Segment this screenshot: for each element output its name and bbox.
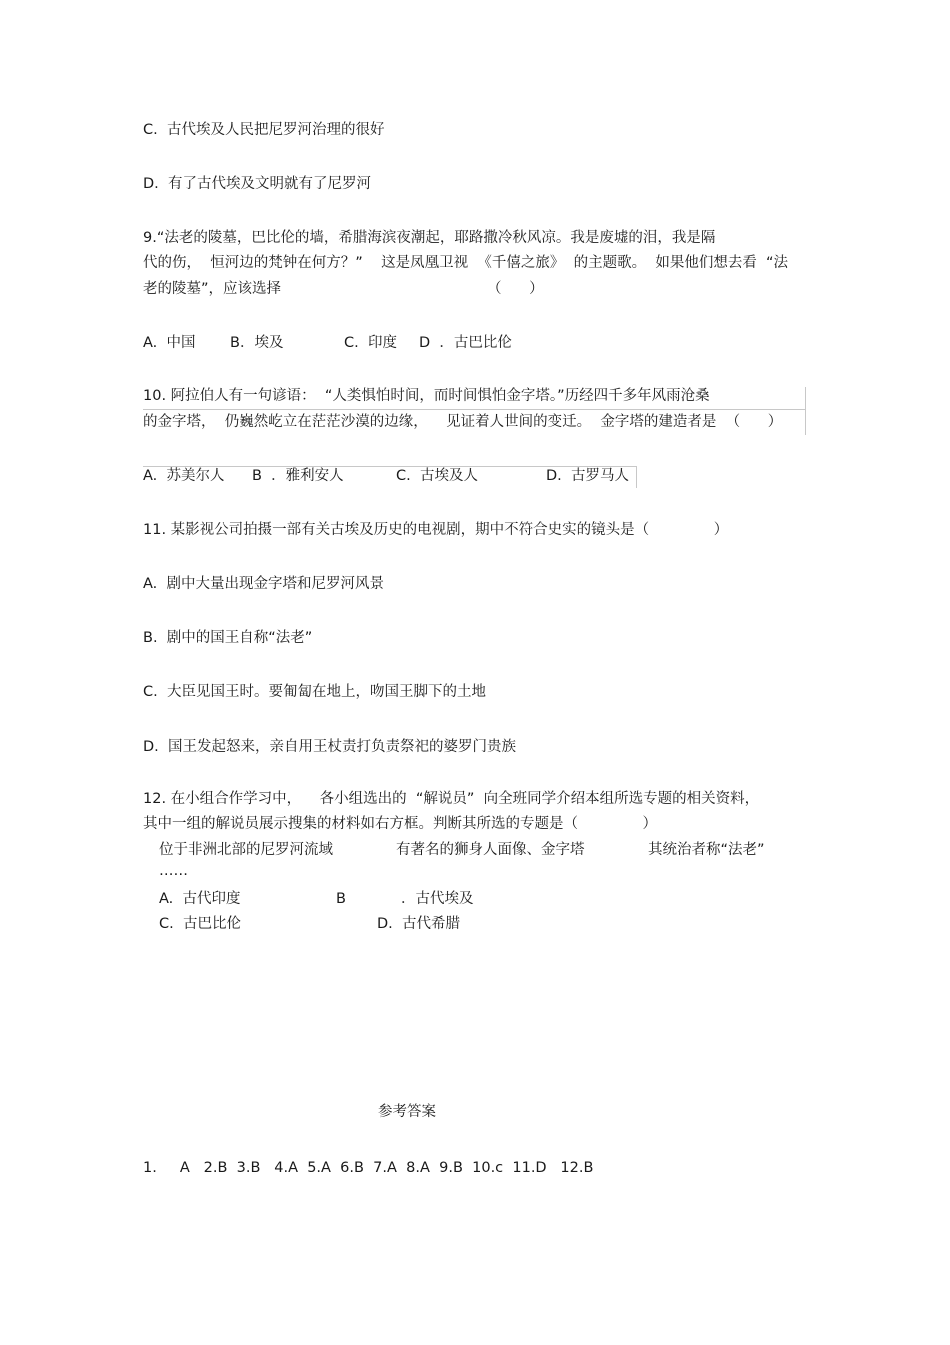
q12-option-c: C. 古巴比伦 bbox=[159, 916, 241, 932]
q9-stem-line-2: 代的伤， 恒河边的梵钟在何方？” 这是凤凰卫视 《千僖之旅》 的主题歌。 如果他们想去看 “法 bbox=[143, 255, 789, 271]
q10-option-a: A. 苏美尔人 bbox=[143, 468, 225, 484]
q12-option-a: A. 古代印度 bbox=[159, 891, 241, 907]
q11-option-b: B. 剧中的国王自称“法老” bbox=[143, 630, 313, 646]
q11-option-c: C. 大臣见国王时。要匍匐在地上，吻国王脚下的土地 bbox=[143, 684, 486, 700]
q11-option-d: D. 国王发起怒来，亲自用王杖责打负责祭祀的婆罗门贵族 bbox=[143, 739, 516, 755]
q11-option-a: A. 剧中大量出现金字塔和尼罗河风景 bbox=[143, 576, 384, 592]
q10-divider bbox=[143, 409, 805, 410]
q9-option-b: B．埃及 bbox=[230, 335, 284, 351]
q12-stem-line-1: 12. 在小组合作学习中， 各小组选出的 “解说员” 向全班同学介绍本组所选专题的相关资料， bbox=[143, 791, 760, 807]
q12-option-d: D. 古代希腊 bbox=[377, 916, 460, 932]
answer-key-text: 1. A 2.B 3.B 4.A 5.A 6.B 7.A 8.A 9.B 10.c 11.D 12.B bbox=[143, 1160, 594, 1176]
q10-border-right bbox=[805, 387, 806, 435]
q10-options-border-top bbox=[143, 466, 636, 467]
q9-stem-line-3: 老的陵墓”，应该选择 bbox=[143, 281, 282, 297]
q12-box-item-1: 位于非洲北部的尼罗河流域 bbox=[159, 842, 333, 858]
answer-key-title: 参考答案 bbox=[378, 1104, 436, 1120]
q10-option-d: D. 古罗马人 bbox=[546, 468, 629, 484]
q12-stem-line-2: 其中一组的解说员展示搜集的材料如右方框。判断其所选的专题是（ ） bbox=[143, 816, 658, 832]
q10-option-b: B ．雅利安人 bbox=[252, 468, 344, 484]
q12-option-b: ．古代埃及 bbox=[401, 891, 474, 907]
q12-box-item-2: 有著名的狮身人面像、金字塔 bbox=[396, 842, 585, 858]
q12-box-item-3: 其统治者称“法老” bbox=[648, 842, 765, 858]
q9-option-a: A. 中国 bbox=[143, 335, 196, 351]
q9-option-c: C. 印度 bbox=[344, 335, 397, 351]
q11-stem: 11. 某影视公司拍摄一部有关古埃及历史的电视剧，期中不符合史实的镜头是（ ） bbox=[143, 522, 729, 538]
q9-answer-paren: （ ） bbox=[487, 281, 544, 297]
q9-stem-line-1: 9.“法老的陵墓，巴比伦的墙，希腊海滨夜潮起，耶路撒冷秋风凉。我是废墟的泪，我是隔 bbox=[143, 230, 716, 246]
q10-option-c: C. 古埃及人 bbox=[396, 468, 478, 484]
q10-options-border-right bbox=[636, 466, 637, 488]
q10-stem-line-1: 10. 阿拉伯人有一句谚语： “人类惧怕时间，而时间惧怕金字塔。”历经四千多年风雨沧桑 bbox=[143, 388, 710, 404]
q10-stem-line-2: 的金字塔， 仍巍然屹立在茫茫沙漠的边缘， 见证着人世间的变迁。 金字塔的建造者是 （ ） bbox=[143, 414, 783, 430]
q12-option-b-letter: B bbox=[336, 891, 346, 907]
q8-option-d: D. 有了古代埃及文明就有了尼罗河 bbox=[143, 176, 371, 192]
q9-option-d: D ．古巴比伦 bbox=[419, 335, 512, 351]
q12-box-ellipsis: …… bbox=[159, 863, 188, 879]
q8-option-c: C. 古代埃及人民把尼罗河治理的很好 bbox=[143, 122, 385, 138]
